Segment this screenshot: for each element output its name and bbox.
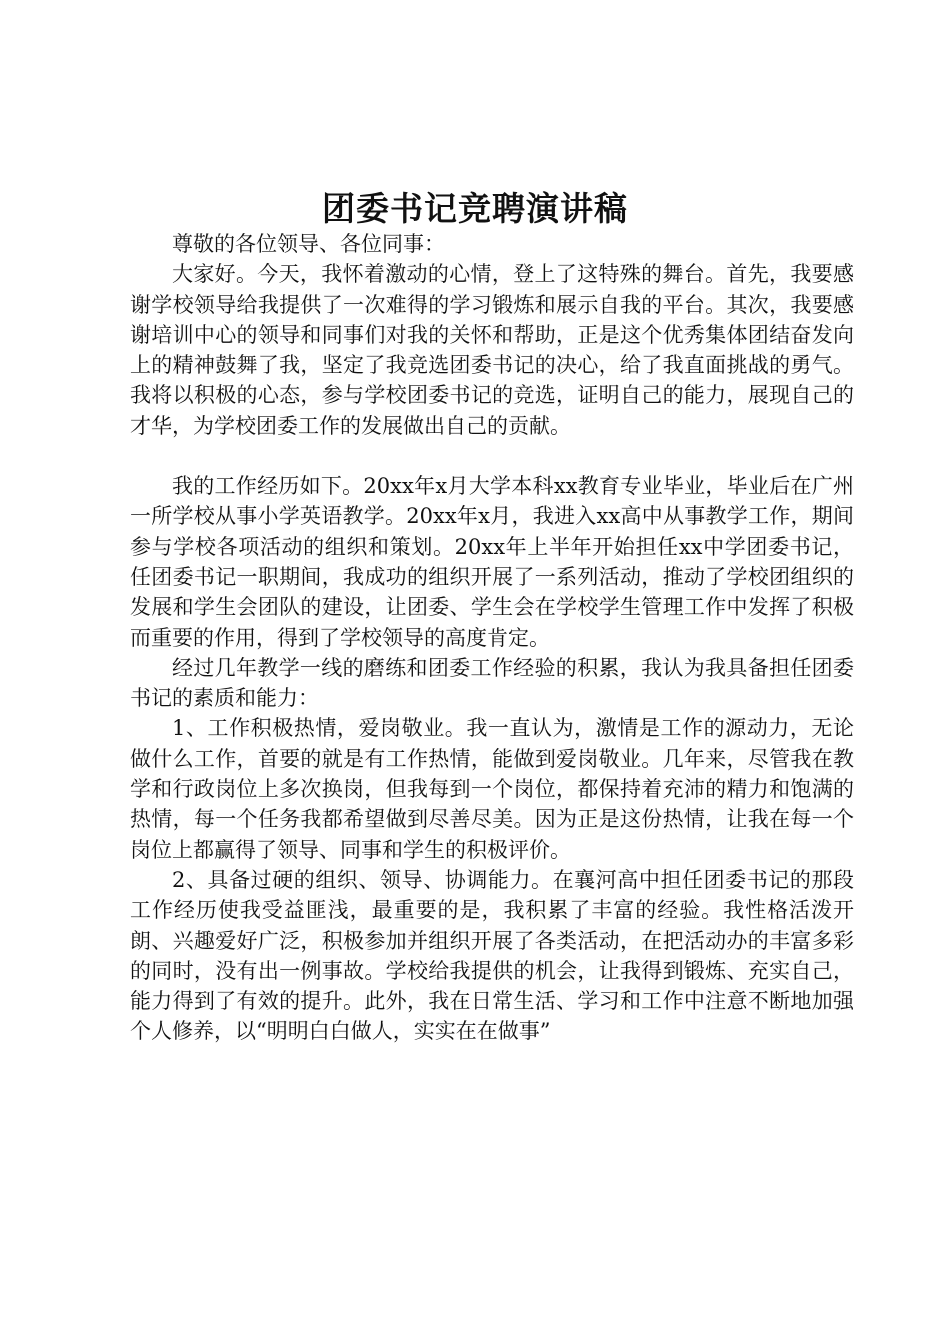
document-body xyxy=(130,229,854,1047)
point-two-paragraph: 2、具备过硬的组织、领导、协调能力。在襄河高中担任团委书记的那段工作经历使我受益匪浅，最重要的是，我积累了丰富的经验。我性格活泼开朗、兴趣爱好广泛，积极参加并组织开展了各类活动，在把活动办的丰富多彩的同时，没有出一例事故。学校给我提供的机会，让我得到锻炼、充实自己，能力得到了有效的提升。此外，我在日常生活、学习和工作中注意不断地加强个人修养，以“明明白白做人，实实在在做事” xyxy=(130,867,854,1044)
salutation-paragraph: 尊敬的各位领导、各位同事： xyxy=(172,232,445,256)
work-experience-paragraph: 我的工作经历如下。20xx年x月大学本科xx教育专业毕业，毕业后在广州一所学校从事小学英语教学。20xx年x月，我进入xx高中从事教学工作，期间参与学校各项活动的组织和策划。20xx年上半年开始担任xx中学团委书记，任团委书记一职期间，我成功的组织开展了一系列活动，推动了学校团组织的发展和学生会团队的建设，让团委、学生会在学校学生管理工作中发挥了积极而重要的作用，得到了学校领导的高度肯定。 xyxy=(130,474,854,650)
point-one-paragraph: 1、工作积极热情，爱岗敬业。我一直认为，激情是工作的源动力，无论做什么工作，首要的就是有工作热情，能做到爱岗敬业。几年来，尽管我在教学和行政岗位上多次换岗，但我每到一个岗位，都保持着充沛的精力和饱满的热情，每一个任务我都希望做到尽善尽美。因为正是这份热情，让我在每一个岗位上都赢得了领导、同事和学生的积极评价。 xyxy=(130,716,854,862)
opening-paragraph: 大家好。今天，我怀着激动的心情，登上了这特殊的舞台。首先，我要感谢学校领导给我提供了一次难得的学习锻炼和展示自我的平台。其次，我要感谢培训中心的领导和同事们对我的关怀和帮助，正是这个优秀集体团结奋发向上的精神鼓舞了我，坚定了我竞选团委书记的决心，给了我直面挑战的勇气。我将以积极的心态，参与学校团委书记的竞选，证明自己的能力，展现自己的才华，为学校团委工作的发展做出自己的贡献。 xyxy=(130,262,854,438)
document-title: 团委书记竞聘演讲稿 xyxy=(322,189,628,228)
qualification-intro-paragraph: 经过几年教学一线的磨练和团委工作经验的积累，我认为我具备担任团委书记的素质和能力： xyxy=(130,655,854,711)
